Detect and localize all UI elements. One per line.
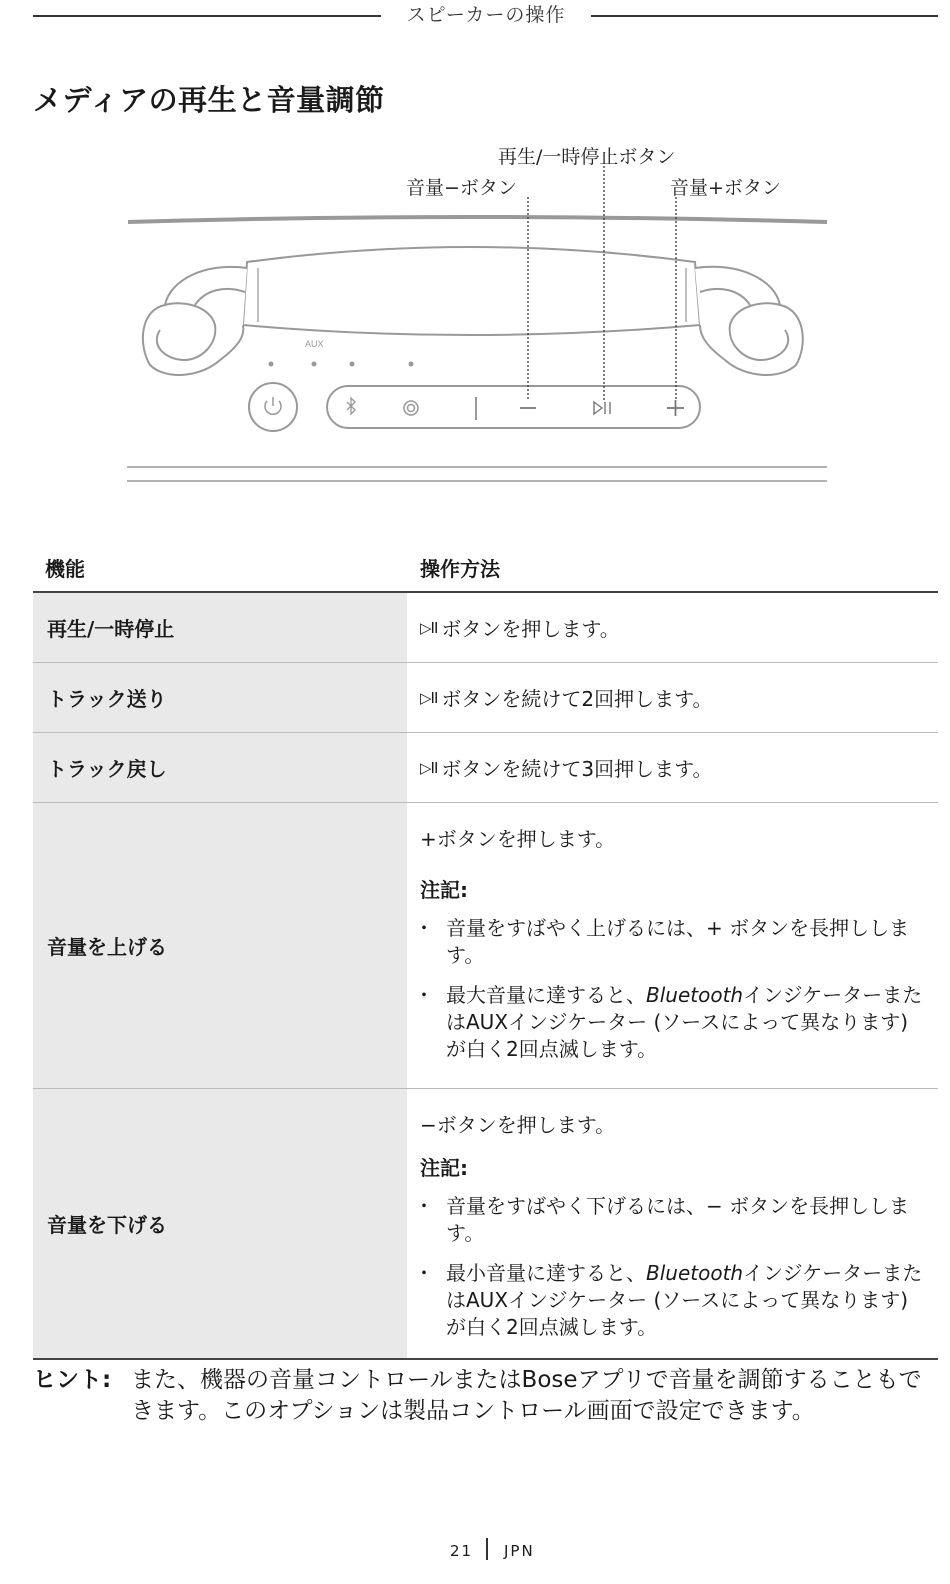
volume-down-callout: 音量−ボタン [406,177,517,199]
table-row [33,1089,938,1360]
volume-up-callout: 音量+ボタン [670,177,781,199]
note-bullet: ・ 最小音量に達すると、BluetoothインジケーターまたはAUXインジケーター (ソースによって異なります)が白く2回点滅します。 [420,1260,924,1341]
hint-label: ヒント: [33,1367,112,1393]
row-function: 再生/一時停止 [33,593,407,662]
play-pause-callout: 再生/一時停止ボタン [498,146,676,168]
indicator-light [409,362,414,367]
play-pause-icon: ▷II [420,758,438,777]
language-code: JPN [504,1542,535,1560]
play-pause-icon: ▷II [420,688,438,707]
note-bullet: ・ 最大音量に達すると、BluetoothインジケーターまたはAUXインジケーター (ソースによって異なります)が白く2回点滅します。 [420,982,924,1063]
table-header [33,545,938,593]
row-function: トラック送り [33,663,407,732]
indicator-light [312,362,317,367]
section-title: スピーカーの操作 [406,4,566,26]
row-function: 音量を下げる [33,1089,407,1358]
speaker-top-edge [128,217,827,222]
controls-table [33,545,938,1360]
speaker-top-illustration [0,0,950,500]
row-operation: ▷II ボタンを続けて3回押します。 [420,757,713,781]
speaker-handle [243,247,700,335]
power-button [249,383,297,431]
note-bullet: ・ 音量をすばやく上げるには、+ ボタンを長押しします。 [420,915,924,969]
hint-text: また、機器の音量コントロールまたはBoseアプリで音量を調節することもできます。このオプションは製品コントロール画面で設定できます。 [131,1367,922,1424]
right-strap [695,267,803,375]
row-operation [407,803,938,1088]
operation-text: −ボタンを押します。 [420,1113,616,1137]
header-operation: 操作方法 [420,557,500,581]
play-pause-icon: ▷II [420,618,438,637]
table-row [33,733,938,803]
page-number: 21 [450,1542,474,1560]
header-function: 機能 [45,557,85,581]
control-strip [327,386,700,428]
indicator-light [350,362,355,367]
table-row [33,593,938,663]
page-title: メディアの再生と音量調節 [33,83,385,117]
row-operation: ▷II ボタンを続けて2回押します。 [420,687,713,711]
note-bullet: ・ 音量をすばやく下げるには、− ボタンを長押しします。 [420,1193,924,1247]
operation-text: +ボタンを押します。 [420,827,616,851]
footer-divider [486,1538,488,1560]
row-operation [407,1089,938,1358]
page-footer [0,1538,950,1562]
indicator-light [269,362,274,367]
aux-label: AUX [305,339,324,349]
row-operation: ▷II ボタンを押します。 [420,617,620,641]
note-label: 注記: [420,1156,468,1180]
note-label: 注記: [420,878,468,902]
table-row [33,803,938,1089]
row-function: 音量を上げる [33,803,407,1088]
table-row [33,663,938,733]
row-function: トラック戻し [33,733,407,802]
